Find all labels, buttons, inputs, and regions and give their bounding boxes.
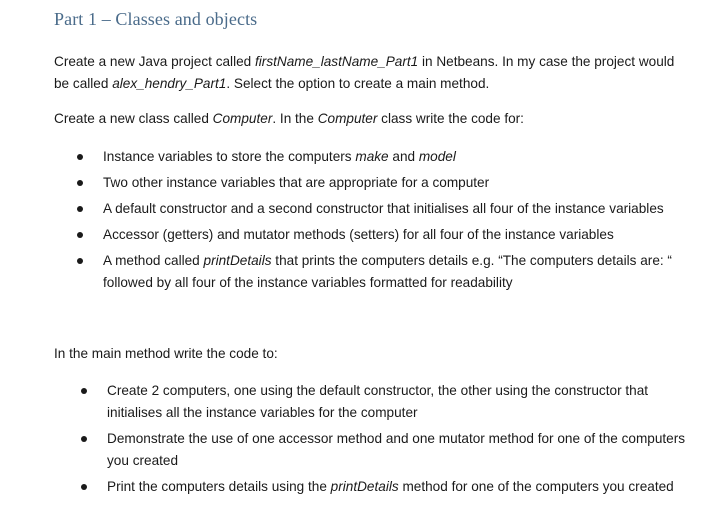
text-span: in Netbeans. In my case the project would be called bbox=[54, 54, 675, 91]
text-span: Two other instance variables that are appropriate for a computer bbox=[103, 175, 490, 190]
list-item bbox=[76, 380, 686, 424]
text-span: and bbox=[388, 149, 419, 164]
text-span: class write the code for: bbox=[377, 111, 524, 126]
italic-example-project-name: alex_hendry_Part1 bbox=[112, 76, 227, 91]
text-span: Create a new class called bbox=[54, 111, 213, 126]
italic-term: make bbox=[355, 149, 389, 164]
italic-project-name: firstName_lastName_Part1 bbox=[255, 54, 419, 69]
text-span: Create 2 computers, one using the default constructor, the other using the constructor that initialises all the instance variables for the computer bbox=[107, 383, 649, 420]
text-span: A method called bbox=[103, 253, 204, 268]
text-span: Instance variables to store the computers bbox=[103, 149, 356, 164]
main-method-requirements-list bbox=[76, 380, 686, 502]
class-instructions-paragraph bbox=[54, 108, 684, 130]
italic-method-name: printDetails bbox=[330, 479, 399, 494]
list-item bbox=[72, 250, 682, 294]
italic-term: model bbox=[418, 149, 456, 164]
bullet-icon bbox=[77, 206, 83, 212]
text-span: A default constructor and a second constructor that initialises all four of the instance variables bbox=[103, 201, 664, 216]
bullet-icon bbox=[77, 180, 83, 186]
italic-method-name: printDetails bbox=[203, 253, 272, 268]
list-item bbox=[72, 146, 682, 168]
bullet-icon bbox=[81, 388, 87, 394]
class-requirements-list bbox=[72, 146, 682, 298]
text-span: . In the bbox=[272, 111, 318, 126]
main-method-paragraph: In the main method write the code to: bbox=[54, 346, 278, 361]
text-span: method for one of the computers you created bbox=[398, 479, 674, 494]
text-span: Accessor (getters) and mutator methods (setters) for all four of the instance variables bbox=[103, 227, 614, 242]
bullet-icon bbox=[81, 436, 87, 442]
list-item bbox=[76, 476, 686, 498]
text-span: Create a new Java project called bbox=[54, 54, 255, 69]
list-item bbox=[72, 198, 682, 220]
list-item bbox=[72, 224, 682, 246]
bullet-icon bbox=[81, 484, 87, 490]
list-item bbox=[76, 428, 686, 472]
text-span: Demonstrate the use of one accessor method and one mutator method for one of the computers you created bbox=[107, 431, 686, 468]
text-span: . Select the option to create a main method. bbox=[226, 76, 490, 91]
bullet-icon bbox=[77, 232, 83, 238]
bullet-icon bbox=[77, 154, 83, 160]
text-span: Print the computers details using the bbox=[107, 479, 331, 494]
section-heading: Part 1 – Classes and objects bbox=[54, 9, 258, 29]
text-span: that prints the computers details e.g. “The computers details are: “ followed by all four of the instance variables formatted for readability bbox=[103, 253, 672, 290]
italic-class-name: Computer bbox=[317, 111, 378, 126]
project-setup-paragraph bbox=[54, 51, 684, 95]
bullet-icon bbox=[77, 258, 83, 264]
italic-class-name: Computer bbox=[212, 111, 273, 126]
list-item bbox=[72, 172, 682, 194]
